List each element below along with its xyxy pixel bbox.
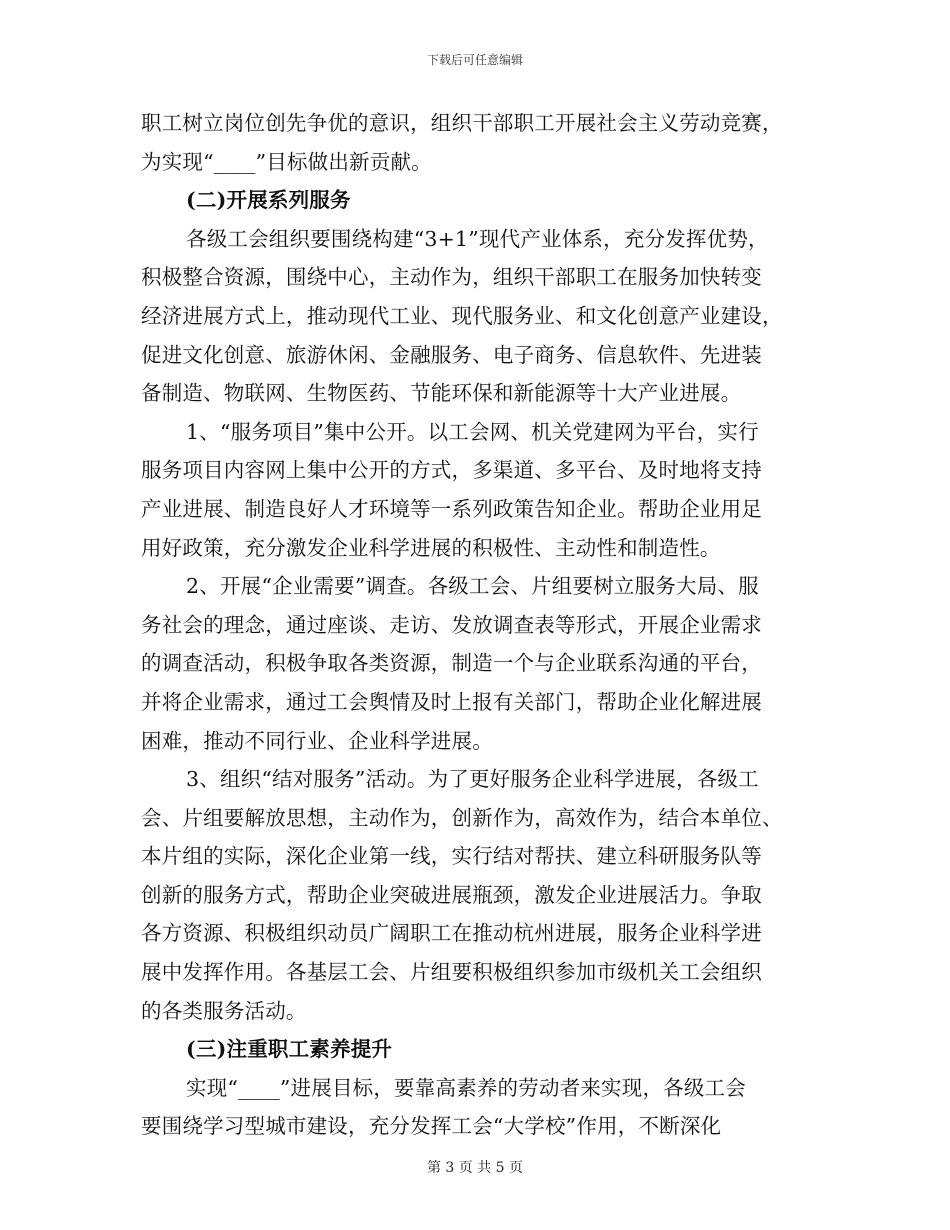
- text-line: 展中发挥作用。各基层工会、片组要积极组织参加市级机关工会组织: [141, 960, 762, 985]
- text-line: 创新的服务方式，帮助企业突破进展瓶颈，激发企业进展活力。争取: [141, 882, 762, 907]
- text-line: 促进文化创意、旅游休闲、金融服务、电子商务、信息软件、先进装: [141, 342, 762, 367]
- text-line: 困难，推动不同行业、企业科学进展。: [141, 728, 493, 753]
- text-line: 的各类服务活动。: [141, 998, 307, 1023]
- text-line: 要围绕学习型城市建设，充分发挥工会“大学校”作用，不断深化: [141, 1114, 722, 1139]
- text-line: 并将企业需求，通过工会舆情及时上报有关部门，帮助企业化解进展: [141, 689, 762, 714]
- text-line: 本片组的实际，深化企业第一线，实行结对帮扶、建立科研服务队等: [141, 844, 762, 869]
- text-line: 实现“____”进展目标，要靠高素养的劳动者来实现，各级工会: [186, 1075, 746, 1100]
- text-line: 各方资源、积极组织动员广阔职工在推动杭州进展，服务企业科学进: [141, 921, 762, 946]
- text-line: 职工树立岗位创先争优的意识，组织干部职工开展社会主义劳动竞赛，: [141, 111, 783, 135]
- text-line: 产业进展、制造良好人才环境等一系列政策告知企业。帮助企业用足: [141, 496, 762, 521]
- text-line: 各级工会组织要围绕构建“3+1”现代产业体系，充分发挥优势，: [186, 226, 769, 251]
- text-line: 的调查活动，积极争取各类资源，制造一个与企业联系沟通的平台，: [141, 651, 762, 676]
- text-line: 服务项目内容网上集中公开的方式，多渠道、多平台、及时地将支持: [141, 458, 762, 483]
- text-line: 经济进展方式上，推动现代工业、现代服务业、和文化创意产业建设，: [141, 303, 783, 328]
- page-header: 下载后可任意编辑: [426, 53, 523, 67]
- text-line: 务社会的理念，通过座谈、走访、发放调查表等形式，开展企业需求: [141, 612, 762, 637]
- text-line: 备制造、物联网、生物医药、节能环保和新能源等十大产业进展。: [141, 381, 742, 406]
- text-line: 会、片组要解放思想，主动作为，创新作为，高效作为，结合本单位、: [141, 805, 783, 830]
- page-footer: 第 3 页 共 5 页: [426, 1160, 524, 1176]
- document-body: [141, 104, 809, 1146]
- section-heading: (二)开展系列服务: [186, 188, 351, 213]
- text-line: 为实现“____”目标做出新贡献。: [141, 149, 432, 174]
- text-line: 积极整合资源，围绕中心，主动作为，组织干部职工在服务加快转变: [141, 265, 762, 290]
- text-line: 1、“服务项目”集中公开。以工会网、机关党建网为平台，实行: [186, 419, 759, 444]
- text-line: 用好政策，充分激发企业科学进展的积极性、主动性和制造性。: [141, 535, 721, 560]
- text-line: 3、组织“结对服务”活动。为了更好服务企业科学进展，各级工: [186, 767, 759, 792]
- section-heading: (三)注重职工素养提升: [186, 1037, 393, 1062]
- text-line: 2、开展“企业需要”调查。各级工会、片组要树立服务大局、服: [186, 574, 759, 599]
